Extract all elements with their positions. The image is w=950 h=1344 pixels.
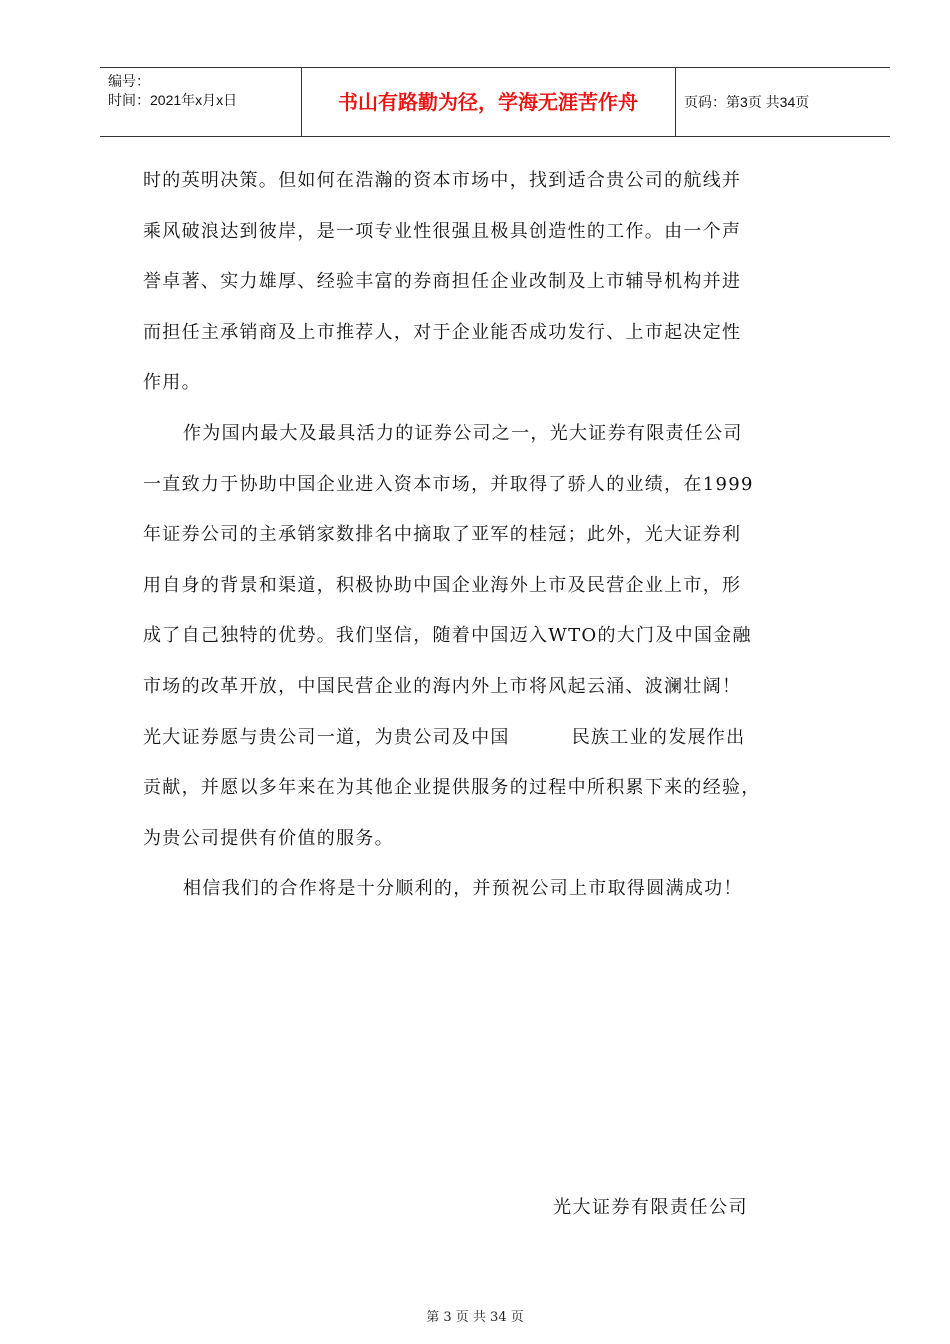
body-line: 一直致力于协助中国企业进入资本市场，并取得了骄人的业绩，在1999: [143, 473, 754, 495]
body-line: 乘风破浪达到彼岸，是一项专业性很强且极具创造性的工作。由一个声: [143, 220, 742, 242]
body-line: 相信我们的合作将是十分顺利的，并预祝公司上市取得圆满成功！: [183, 878, 743, 900]
signature: 光大证券有限责任公司: [553, 1197, 748, 1218]
document-body: [143, 156, 863, 915]
body-line: [143, 713, 863, 764]
page-number: 第 3 页 共 34 页: [426, 1310, 524, 1325]
body-line: 成了自己独特的优势。我们坚信，随着中国迈入WTO的大门及中国金融: [143, 625, 752, 647]
header-divider-right: [675, 68, 676, 136]
header-motto: 书山有路勤为径，学海无涯苦作舟: [338, 90, 638, 114]
body-line: 誉卓著、实力雄厚、经验丰富的券商担任企业改制及上市辅导机构并进: [143, 271, 742, 293]
body-line: 市场的改革开放，中国民营企业的海内外上市将风起云涌、波澜壮阔！: [143, 675, 742, 697]
body-line-part: 光大证券愿与贵公司一道，为贵公司及中国: [143, 726, 510, 748]
time-label: 时间：2021年x月x日: [108, 92, 238, 108]
body-line: 用自身的背景和渠道，积极协助中国企业海外上市及民营企业上市，形: [143, 574, 742, 596]
body-line: 年证券公司的主承销家数排名中摘取了亚军的桂冠；此外，光大证券利: [143, 524, 742, 546]
page-header: [100, 67, 890, 137]
serial-label: 编号：: [108, 73, 150, 89]
body-line: 为贵公司提供有价值的服务。: [143, 827, 394, 849]
body-line: 而担任主承销商及上市推荐人，对于企业能否成功发行、上市起决定性: [143, 321, 742, 343]
header-page-code: 页码：第3页 共34页: [684, 94, 810, 110]
body-line: 贡献，并愿以多年来在为其他企业提供服务的过程中所积累下来的经验，: [143, 777, 761, 799]
body-line-part: 民族工业的发展作出: [571, 726, 746, 748]
header-meta: [108, 72, 237, 110]
body-line: 时的英明决策。但如何在浩瀚的资本市场中，找到适合贵公司的航线并: [143, 170, 742, 191]
body-line: 作为国内最大及最具活力的证券公司之一，光大证券有限责任公司: [183, 422, 743, 444]
body-line: 作用。: [143, 372, 201, 394]
